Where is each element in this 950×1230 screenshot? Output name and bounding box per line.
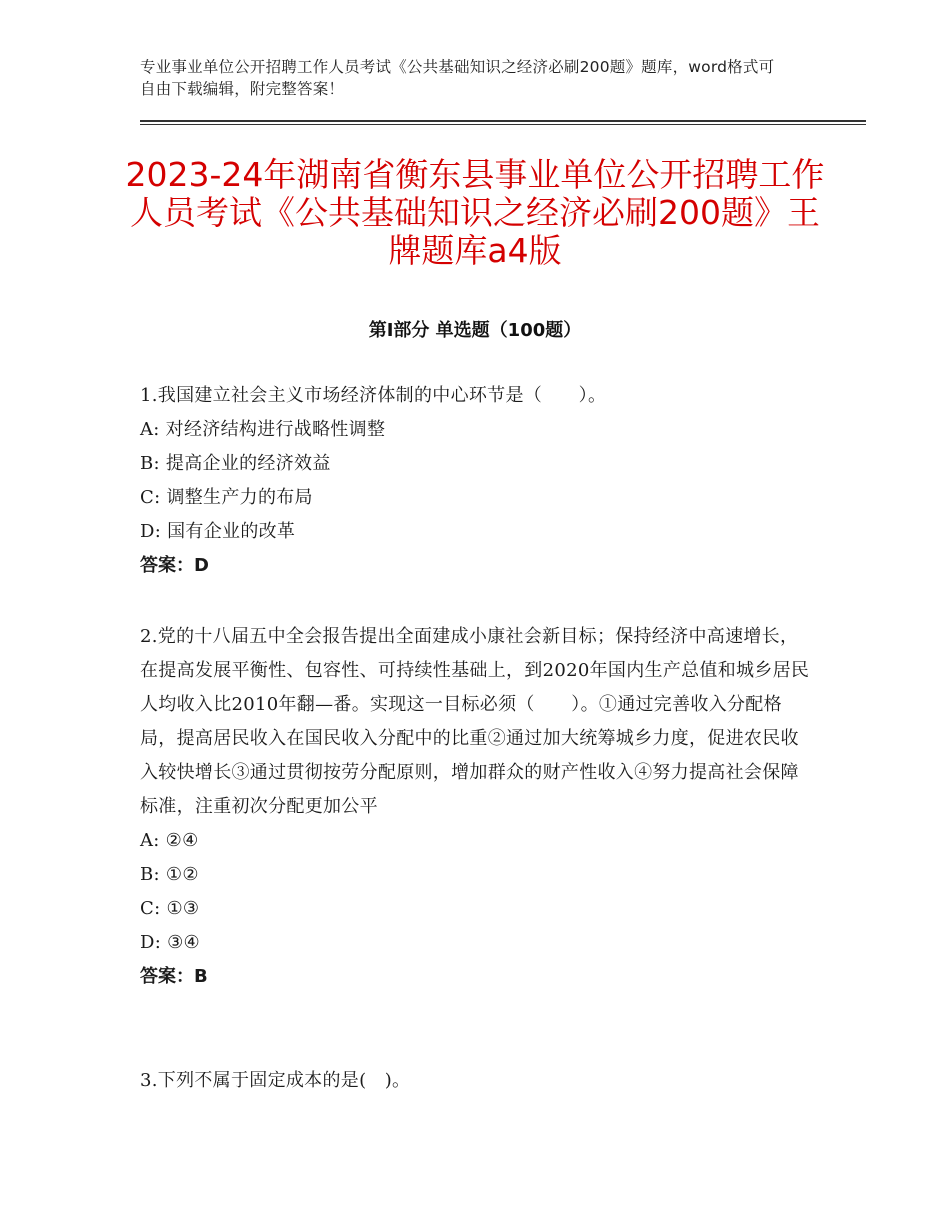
option-b: B: ①② (140, 864, 199, 885)
document-title: 2023-24年湖南省衡东县事业单位公开招聘工作人员考试《公共基础知识之经济必刷200题》王牌题库a4版 (125, 155, 825, 270)
header-note: 专业事业单位公开招聘工作人员考试《公共基础知识之经济必刷200题》题库，word格式可自由下载编辑，附完整答案！ (140, 58, 775, 98)
option-b: B: 提高企业的经济效益 (140, 453, 331, 474)
option-a: A: ②④ (140, 830, 199, 851)
option-c: C: 调整生产力的布局 (140, 487, 313, 508)
option-d: D: 国有企业的改革 (140, 521, 296, 542)
question-2 (140, 620, 810, 994)
option-d: D: ③④ (140, 932, 200, 953)
divider-thick-line (140, 120, 866, 122)
option-c: C: ①③ (140, 898, 200, 919)
question-stem: 3.下列不属于固定成本的是( )。 (140, 1070, 411, 1091)
question-stem: 1.我国建立社会主义市场经济体制的中心环节是（ ）。 (140, 385, 607, 406)
question-1 (140, 379, 810, 583)
question-3 (140, 1064, 810, 1098)
divider-thin-line (140, 124, 866, 125)
answer-line: 答案：D (140, 555, 209, 576)
question-stem: 2.党的十八届五中全会报告提出全面建成小康社会新目标；保持经济中高速增长，在提高发展平衡性、包容性、可持续性基础上，到2020年国内生产总值和城乡居民人均收入比2010年翻—番。实现这一目标必须（ ）。①通过完善收入分配格局，提高居民收入在国民收入分配中的比重②通过加大统筹城乡力度，促进农民收入较快增长③通过贯彻按劳分配原则，增加群众的财产性收入④努力提高社会保障标准，注重初次分配更加公平 (140, 626, 810, 817)
section-title: 第Ⅰ部分 单选题（100题） (368, 320, 582, 341)
answer-line: 答案：B (140, 966, 208, 987)
header-divider (140, 120, 866, 125)
option-a: A: 对经济结构进行战略性调整 (140, 419, 386, 440)
